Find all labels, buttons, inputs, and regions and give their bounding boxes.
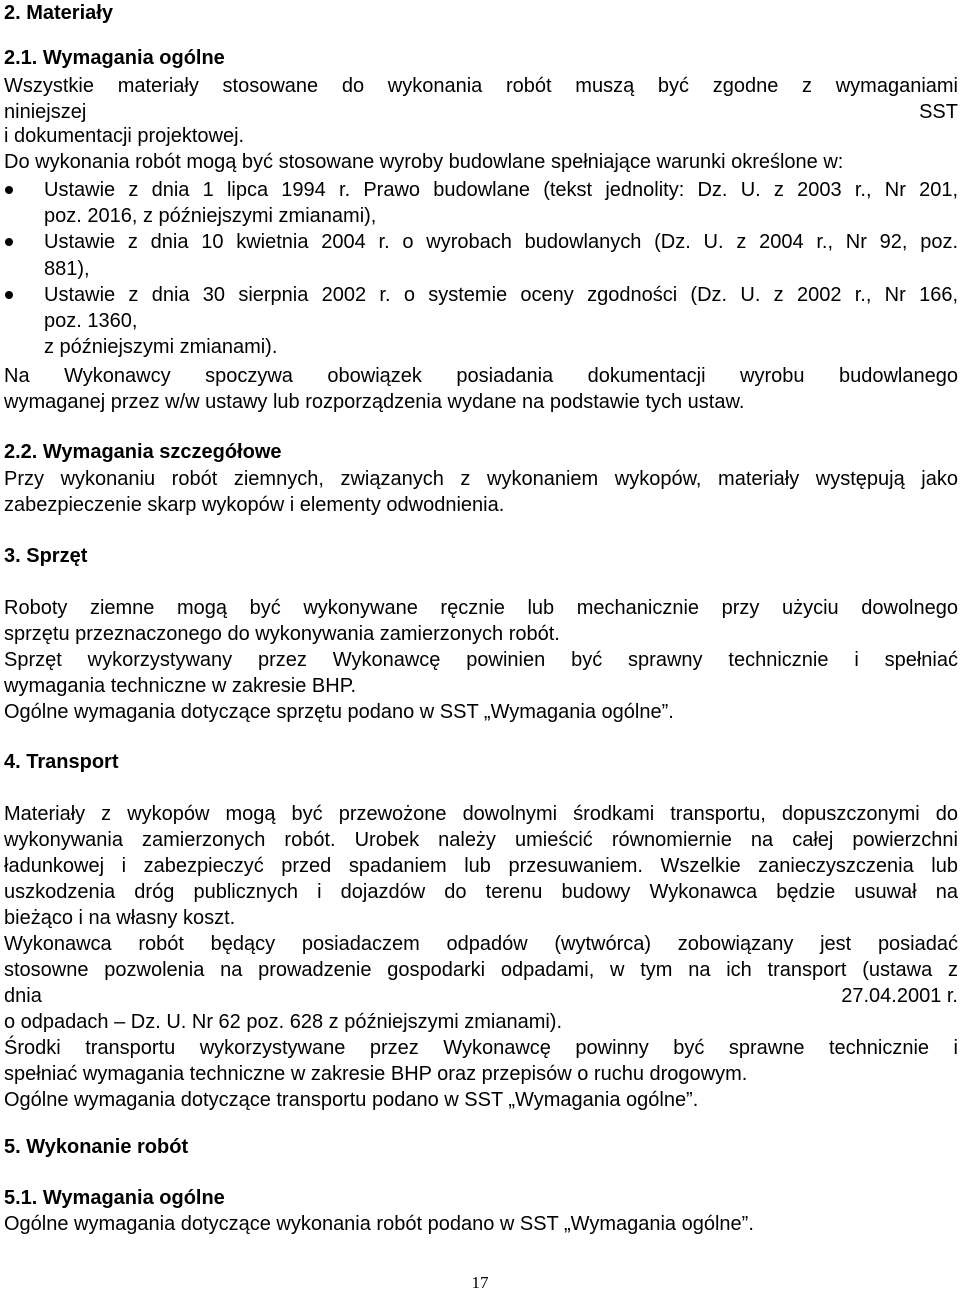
list-item-line: Ustawie z dnia 10 kwietnia 2004 r. o wyrobach budowlanych (Dz. U. z 2004 r., Nr 92, poz. (44, 231, 958, 253)
section-heading-materials: 2. Materiały (4, 2, 113, 24)
list-item-line: Ustawie z dnia 1 lipca 1994 r. Prawo budowlane (tekst jednolity: Dz. U. z 2003 r., Nr 201, (44, 179, 958, 201)
paragraph-line: bieżąco i na własny koszt. (4, 907, 236, 929)
text-fragment: SST (919, 101, 958, 123)
paragraph-line: Środki transportu wykorzystywane przez Wykonawcę powinny być sprawne technicznie i (4, 1037, 958, 1059)
paragraph-line: Na Wykonawcy spoczywa obowiązek posiadania dokumentacji wyrobu budowlanego (4, 365, 958, 387)
paragraph-line (4, 99, 958, 125)
paragraph-line: wykonywania zamierzonych robót. Urobek należy umieścić równomiernie na całej powierzchni (4, 829, 958, 851)
bullet-icon (5, 291, 13, 299)
paragraph-line: Wykonawca robót będący posiadaczem odpadów (wytwórca) zobowiązany jest posiadać (4, 933, 958, 955)
paragraph-line: Do wykonania robót mogą być stosowane wyroby budowlane spełniające warunki określone w: (4, 151, 844, 173)
paragraph-line: Ogólne wymagania dotyczące sprzętu podano w SST „Wymagania ogólne”. (4, 701, 674, 723)
list-item-line: Ustawie z dnia 30 sierpnia 2002 r. o systemie oceny zgodności (Dz. U. z 2002 r., Nr 166, (44, 284, 958, 306)
paragraph-line: spełniać wymagania techniczne w zakresie BHP oraz przepisów o ruchu drogowym. (4, 1063, 748, 1085)
paragraph-line: zabezpieczenie skarp wykopów i elementy odwodnienia. (4, 494, 505, 516)
paragraph-line: Ogólne wymagania dotyczące transportu podano w SST „Wymagania ogólne”. (4, 1089, 699, 1111)
paragraph-line: o odpadach – Dz. U. Nr 62 poz. 628 z późniejszymi zmianami). (4, 1011, 563, 1033)
paragraph-line: Roboty ziemne mogą być wykonywane ręcznie lub mechanicznie przy użyciu dowolnego (4, 597, 958, 619)
text-fragment: 27.04.2001 r. (841, 985, 958, 1007)
subsection-heading-general-requirements: 2.1. Wymagania ogólne (4, 47, 225, 69)
paragraph-line: Przy wykonaniu robót ziemnych, związanych z wykonaniem wykopów, materiały występują jako (4, 468, 958, 490)
paragraph-line: Ogólne wymagania dotyczące wykonania robót podano w SST „Wymagania ogólne”. (4, 1213, 754, 1235)
subsection-heading-general-requirements: 5.1. Wymagania ogólne (4, 1187, 225, 1209)
list-item-line: poz. 1360, (44, 310, 138, 332)
paragraph-line: Sprzęt wykorzystywany przez Wykonawcę powinien być sprawny technicznie i spełniać (4, 649, 958, 671)
list-item-line: 881), (44, 258, 90, 280)
section-heading-execution: 5. Wykonanie robót (4, 1136, 189, 1158)
paragraph-line: stosowne pozwolenia na prowadzenie gospodarki odpadami, w tym na ich transport (ustawa z (4, 959, 958, 981)
paragraph-line: ładunkowej i zabezpieczyć przed spadaniem lub przesuwaniem. Wszelkie zanieczyszczenia lub (4, 855, 958, 877)
paragraph-line: Materiały z wykopów mogą być przewożone dowolnymi środkami transportu, dopuszczonymi do (4, 803, 958, 825)
text-fragment: niniejszej (4, 101, 87, 123)
list-item-line: z późniejszymi zmianami). (44, 336, 278, 358)
paragraph-line: uszkodzenia dróg publicznych i dojazdów do terenu budowy Wykonawca będzie usuwał na (4, 881, 958, 903)
paragraph-line: sprzętu przeznaczonego do wykonywania zamierzonych robót. (4, 623, 560, 645)
section-heading-transport: 4. Transport (4, 751, 119, 773)
page-number: 17 (471, 1273, 489, 1292)
bullet-icon (5, 186, 13, 194)
section-heading-equipment: 3. Sprzęt (4, 545, 88, 567)
paragraph-line (4, 983, 958, 1009)
paragraph-line: wymagania techniczne w zakresie BHP. (4, 675, 357, 697)
paragraph-line: Wszystkie materiały stosowane do wykonania robót muszą być zgodne z wymaganiami (4, 75, 958, 97)
text-fragment: dnia (4, 985, 42, 1007)
subsection-heading-detailed-requirements: 2.2. Wymagania szczegółowe (4, 441, 282, 463)
paragraph-line: wymaganej przez w/w ustawy lub rozporządzenia wydane na podstawie tych ustaw. (4, 391, 745, 413)
bullet-icon (5, 238, 13, 246)
paragraph-line: i dokumentacji projektowej. (4, 125, 245, 147)
list-item-line: poz. 2016, z późniejszymi zmianami), (44, 205, 377, 227)
